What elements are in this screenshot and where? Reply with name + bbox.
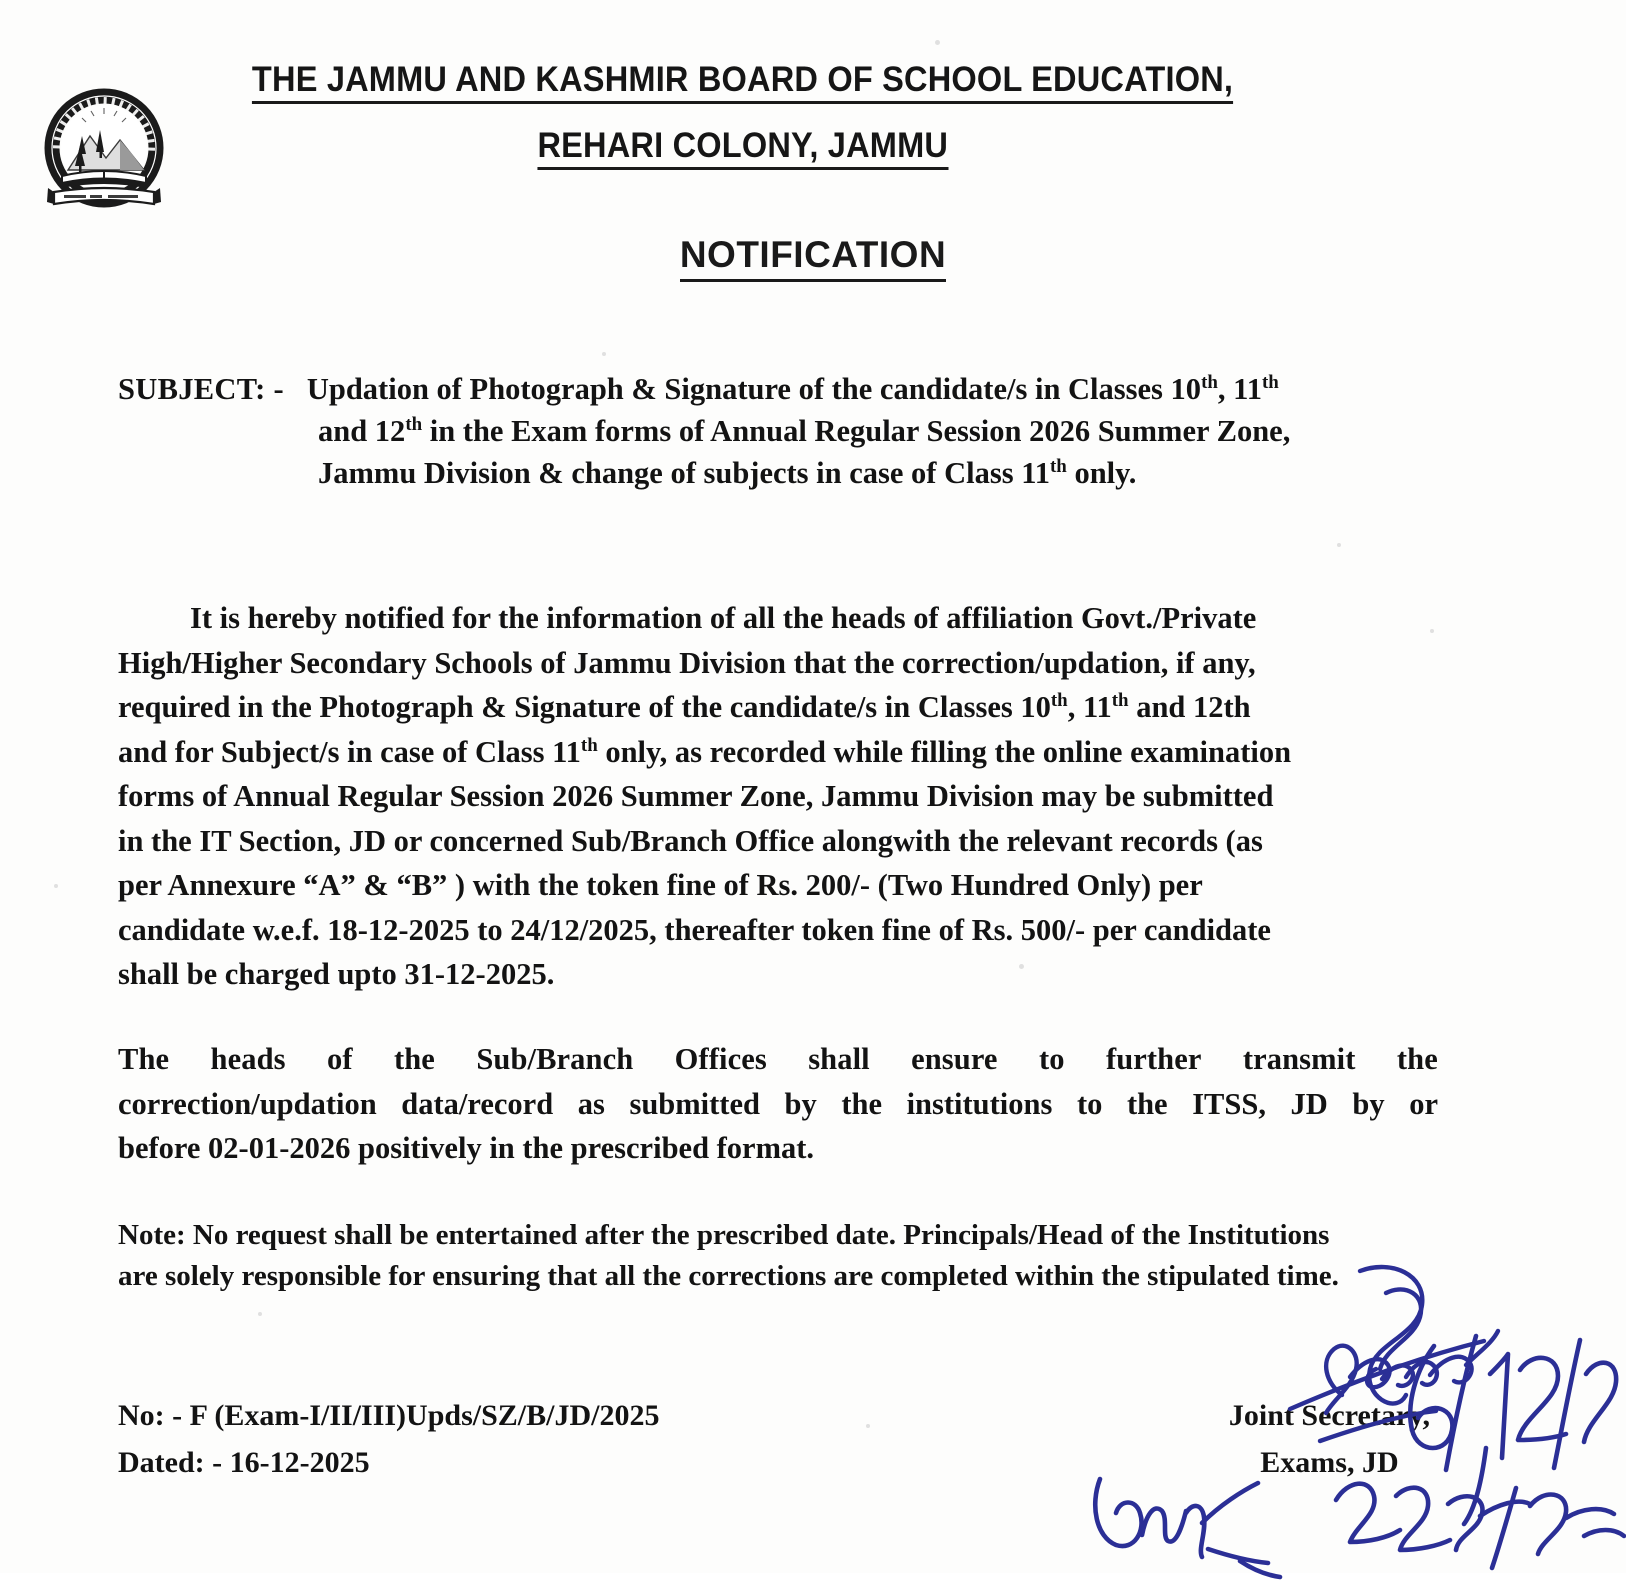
subject-text-2a: and 12	[318, 414, 406, 448]
para1-line-9: shall be charged upto 31-12-2025.	[118, 957, 555, 991]
word: transmit	[1242, 1042, 1356, 1076]
footer-reference-block	[118, 1392, 659, 1486]
signatory-designation-line-2: Exams, JD	[1260, 1446, 1399, 1479]
reference-number: No: - F (Exam-I/II/III)Upds/SZ/B/JD/2025	[118, 1399, 660, 1432]
subject-sup-4: th	[1050, 455, 1067, 477]
word: heads	[210, 1042, 286, 1076]
subject-line-2	[118, 410, 1438, 452]
body-paragraph-2	[118, 1037, 1438, 1171]
para1-line-5: forms of Annual Regular Session 2026 Summer Zone, Jammu Division may be submitted	[118, 779, 1274, 813]
handwritten-date-bottom	[1330, 1470, 1626, 1580]
word: or	[1409, 1086, 1438, 1121]
subject-sup-2: th	[1261, 371, 1279, 393]
word: ITSS,	[1192, 1086, 1266, 1121]
word: The	[118, 1042, 170, 1076]
para1-line-3c: and 12th	[1128, 690, 1251, 724]
board-logo-icon	[28, 84, 180, 224]
para1-sup-1: th	[1050, 689, 1068, 711]
para1-sup-3: th	[580, 734, 598, 756]
para1-line-3	[118, 685, 1438, 730]
word: institutions	[906, 1086, 1053, 1121]
word: by	[1352, 1086, 1385, 1121]
para1-line-4	[118, 730, 1438, 775]
subject-text-1b: , 11	[1217, 372, 1262, 406]
document-date: Dated: - 16-12-2025	[118, 1446, 370, 1479]
word: data/record	[401, 1086, 554, 1121]
word: as	[577, 1086, 605, 1121]
para1-line-6: in the IT Section, JD or concerned Sub/Branch Office alongwith the relevant records (as	[118, 823, 1263, 858]
subject-text-3b: only.	[1066, 456, 1137, 490]
subject-line-1	[118, 368, 1438, 410]
subject-text-2b: in the Exam forms of Annual Regular Session 2026 Summer Zone,	[422, 414, 1291, 448]
subject-text-3a: Jammu Division & change of subjects in case of Class 11	[318, 456, 1051, 490]
word: shall	[808, 1042, 870, 1076]
para2-line-3: before 02-01-2026 positively in the prescribed format.	[118, 1131, 815, 1165]
para1-sup-2: th	[1111, 689, 1129, 711]
notification-title-wrap	[0, 234, 1626, 282]
para1-line-3b: , 11	[1067, 690, 1112, 724]
document-header	[0, 62, 1626, 170]
word: submitted	[629, 1086, 760, 1121]
word: correction/updation	[118, 1086, 377, 1121]
word: Sub/Branch	[476, 1042, 634, 1076]
subject-line-3	[118, 452, 1438, 494]
word: to	[1038, 1042, 1065, 1076]
subject-sup-1: th	[1201, 371, 1218, 393]
para2-line-1	[118, 1037, 1438, 1082]
word: Offices	[674, 1042, 767, 1076]
word: further	[1105, 1042, 1202, 1076]
para1-line-7: per Annexure “A” & “B” ) with the token fine of Rs. 200/- (Two Hundred Only) per	[118, 868, 1203, 902]
word: the	[1396, 1042, 1438, 1076]
note-block	[118, 1215, 1438, 1297]
word: of	[327, 1042, 353, 1076]
subject-text-1a: Updation of Photograph & Signature of the candidate/s in Classes 10	[306, 372, 1202, 406]
para1-line-2: High/Higher Secondary Schools of Jammu Division that the correction/updation, if any,	[118, 645, 1256, 680]
body-paragraph-1	[118, 596, 1438, 997]
word: ensure	[911, 1042, 998, 1076]
word: the	[841, 1086, 882, 1121]
word: the	[1126, 1086, 1168, 1121]
para1-line-8: candidate w.e.f. 18-12-2025 to 24/12/2025, thereafter token fine of Rs. 500/- per candidate	[118, 912, 1271, 947]
para1-line-3a: required in the Photograph & Signature of the candidate/s in Classes 10	[118, 690, 1051, 724]
organization-heading	[0, 62, 1626, 170]
org-name-line-2: REHARI COLONY, JAMMU	[538, 128, 949, 170]
word: by	[784, 1086, 817, 1121]
para2-line-2	[118, 1082, 1438, 1127]
word: to	[1076, 1086, 1103, 1121]
page-title: NOTIFICATION	[680, 234, 946, 282]
org-name-line-1: THE JAMMU AND KASHMIR BOARD OF SCHOOL EDUCATION,	[252, 62, 1233, 104]
note-line-1: Note: No request shall be entertained after the prescribed date. Principals/Head of the Institutions	[118, 1219, 1330, 1251]
subject-sup-3: th	[405, 413, 423, 435]
subject-block	[118, 368, 1438, 494]
subject-label: SUBJECT: -	[118, 372, 284, 406]
word: the	[393, 1042, 435, 1076]
note-line-2: are solely responsible for ensuring that all the corrections are completed within the stipulated time.	[118, 1260, 1339, 1292]
para1-line-4b: only, as recorded while filling the online examination	[597, 734, 1292, 769]
para1-line-4a: and for Subject/s in case of Class 11	[118, 734, 581, 769]
signatory-block	[1229, 1392, 1430, 1486]
signatory-designation-line-1: Joint Secretary,	[1228, 1399, 1430, 1432]
para1-line-1: It is hereby notified for the information of all the heads of affiliation Govt./Private	[190, 601, 1257, 635]
word: JD	[1290, 1086, 1328, 1121]
